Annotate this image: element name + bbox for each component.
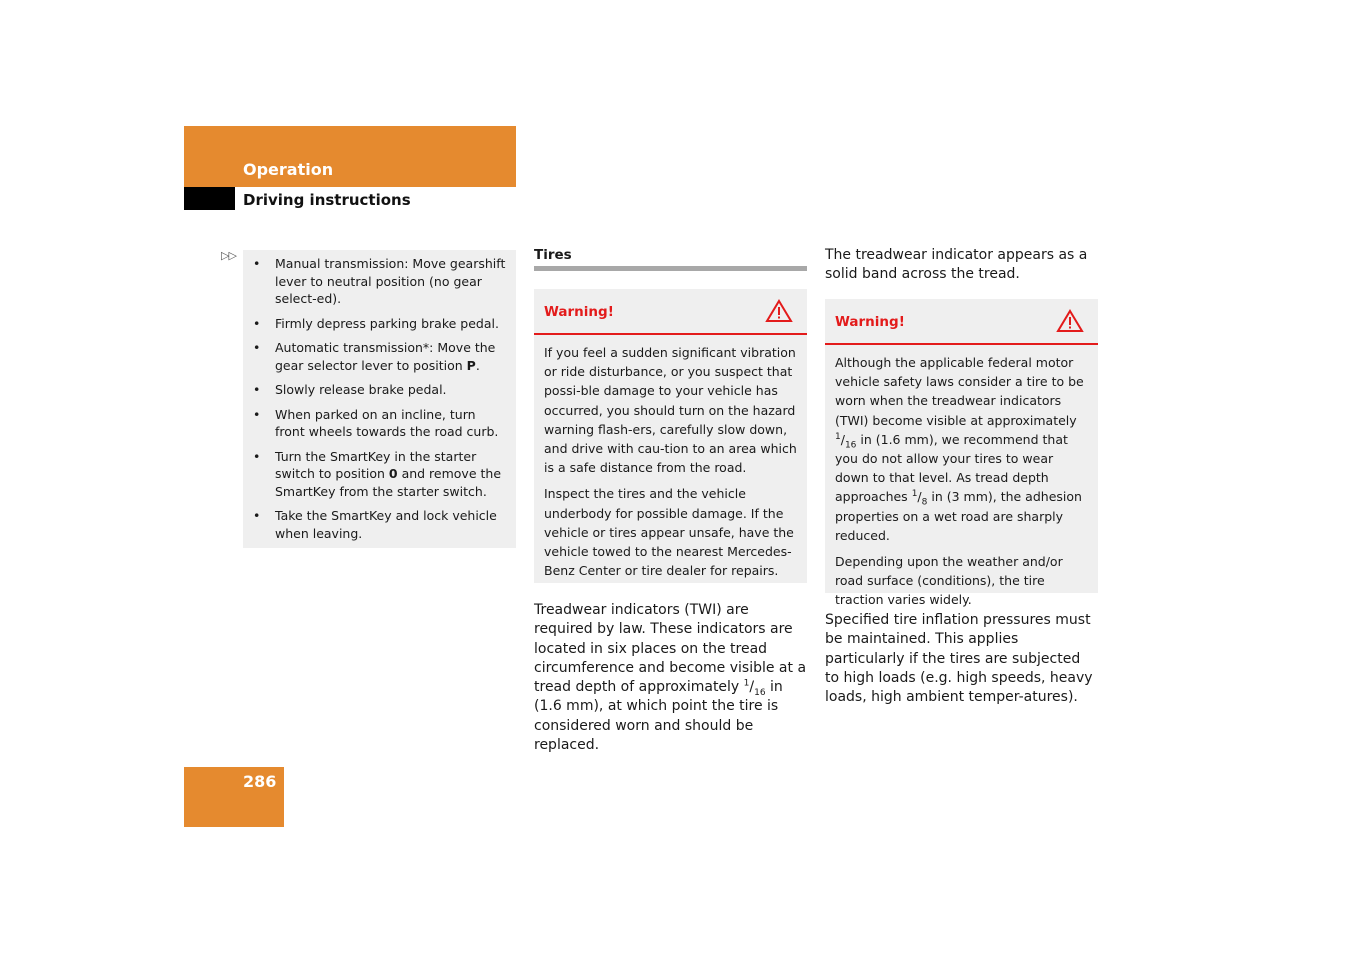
warning-box-1	[534, 289, 807, 583]
bullet-icon: •	[253, 315, 261, 331]
warning-paragraph: If you feel a sudden significant vibration or ride disturbance, or you suspect that possi-ble damage to your vehicle has occurred, you should turn on the hazard warning flash-ers, carefully slow down, and drive with cau-tion to an area which is a safe distance from the road.	[544, 345, 797, 476]
bullet-icon: •	[253, 448, 261, 464]
page-number: 286	[243, 772, 277, 791]
list-item: • Manual transmission: Move gearshift lever to neutral position (no gear select-ed).	[253, 256, 506, 306]
warning-box-2	[825, 299, 1098, 608]
warning-triangle-icon	[1056, 309, 1084, 333]
subsection-tab	[184, 187, 235, 210]
steps-box	[243, 250, 516, 548]
warning-header	[534, 289, 807, 335]
bullet-icon: •	[253, 508, 261, 523]
warning-title: Warning!	[835, 314, 905, 330]
subsection-title: Driving instructions	[243, 191, 411, 209]
steps-list	[253, 255, 509, 549]
treadwear-intro: The treadwear indicator appears as a solid band across the tread.	[825, 247, 1088, 283]
section-title: Operation	[243, 160, 334, 179]
warning-body	[825, 345, 1098, 625]
section-header-bar	[184, 126, 516, 187]
list-item: • Take the SmartKey and lock vehicle when leaving.	[253, 508, 497, 541]
warning-header	[825, 299, 1098, 345]
list-item: • Turn the SmartKey in the starter switch to position 0 and remove the SmartKey from the starter switch.	[253, 448, 502, 499]
twi-paragraph: Treadwear indicators (TWI) are required by law. These indicators are located in six places on the tread circumference and become visible at a tread depth of approximately $^1/_{16}$ in (1.6 mm), at which point the tire is considered worn and should be replaced.	[534, 602, 807, 754]
warning-body	[534, 335, 807, 595]
warning-title: Warning!	[544, 304, 614, 320]
warning-triangle-icon	[765, 299, 793, 323]
warning-paragraph: Depending upon the weather and/or road surface (conditions), the tire traction varies widely.	[835, 554, 1063, 608]
list-item: • Slowly release brake pedal.	[253, 382, 447, 397]
warning-paragraph: Although the applicable federal motor vehicle safety laws consider a tire to be worn when the treadwear indicators (TWI) become visible at approximately $^1/_{16}$ in (1.6 mm), we recommend that you do not allow your tires to wear down to that level. As tread depth approaches $^1/_8$ in (3 mm), the adhesion properties on a wet road are sharply reduced.	[835, 355, 1084, 543]
bullet-icon: •	[253, 382, 261, 397]
continued-marker: ▷▷	[221, 249, 236, 262]
bullet-icon: •	[253, 340, 261, 355]
list-item: • Automatic transmission*: Move the gear selector lever to position P.	[253, 340, 496, 373]
list-item: • When parked on an incline, turn front wheels towards the road curb.	[253, 406, 499, 439]
bullet-icon: •	[253, 406, 261, 422]
heading-rule	[534, 266, 807, 271]
warning-paragraph: Inspect the tires and the vehicle underbody for possible damage. If the vehicle or tires appear unsafe, have the vehicle towed to the nearest Mercedes-Benz Center or tire dealer for repairs.	[544, 486, 794, 579]
tires-heading: Tires	[534, 247, 572, 263]
pressure-paragraph: Specified tire inflation pressures must be maintained. This applies particularly if the tires are subjected to high loads (e.g. high speeds, heavy loads, high ambient temper-atures).	[825, 612, 1093, 706]
bullet-icon: •	[253, 256, 261, 271]
list-item: • Firmly depress parking brake pedal.	[253, 315, 499, 331]
